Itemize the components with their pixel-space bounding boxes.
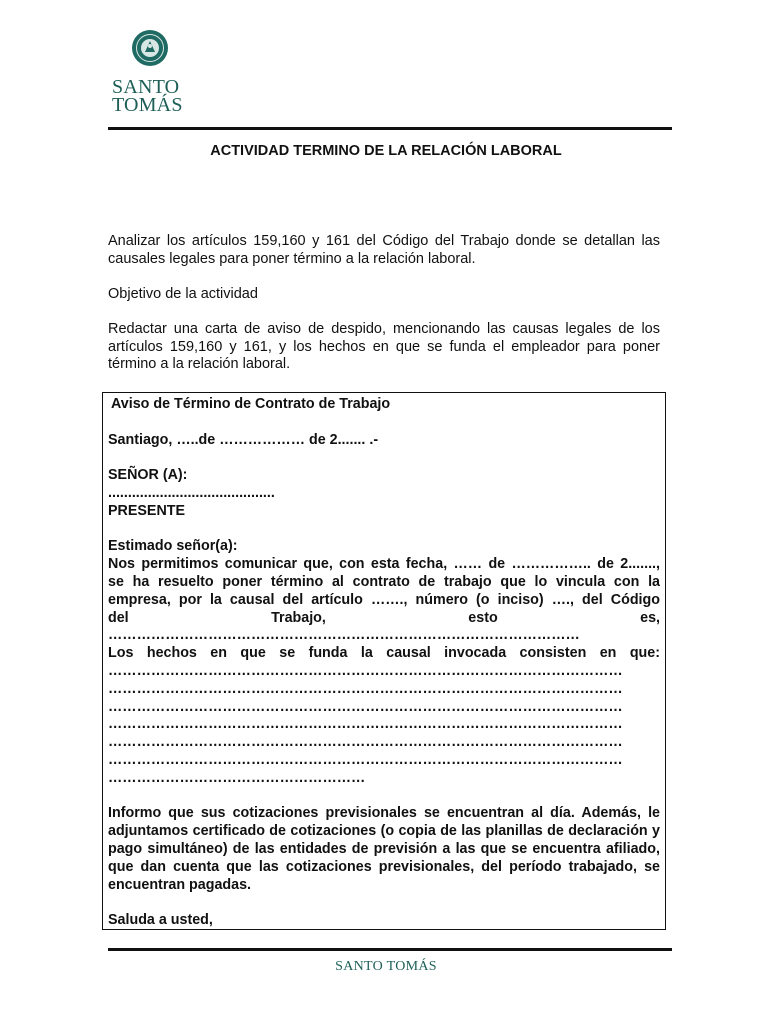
dots-line: ………………………………………………………………………………………………	[108, 680, 623, 697]
header-divider	[108, 127, 672, 130]
objective-heading: Objetivo de la actividad	[108, 286, 258, 302]
dots-line: ………………………………………………………………………………………………	[108, 716, 623, 733]
facts-line: Los hechos en que se funda la causal invocada consisten en que:	[108, 645, 660, 662]
body-line-5: ………………………………………………………………………………………	[108, 627, 580, 644]
dots-line: ………………………………………………………………………………………………	[108, 662, 623, 679]
logo-line-1: SANTO	[112, 76, 180, 98]
dots-line: ………………………………………………………………………………………………	[108, 698, 623, 715]
body-line-4: del Trabajo, esto es,	[108, 609, 660, 626]
recipient-label: SEÑOR (A):	[108, 467, 188, 484]
presente-label: PRESENTE	[108, 502, 186, 519]
place-date-line: Santiago, …..de ……………… de 2....... .-	[108, 431, 379, 448]
intro-paragraph: Analizar los artículos 159,160 y 161 del Código del Trabajo donde se detallan las causales legales para poner término a la relación laboral.	[108, 233, 660, 267]
dots-line: ………………………………………………………………………………………………	[108, 734, 623, 751]
footer-divider	[108, 948, 672, 951]
recipient-blank: ..........................................	[108, 484, 275, 501]
body-line-3: empresa, por la causal del artículo ……., número (o inciso) …., del Código	[108, 591, 660, 608]
footer-text: SANTO TOMÁS	[335, 959, 437, 974]
objective-paragraph: Redactar una carta de aviso de despido, mencionando las causas legales de los artículos 159,160 y 161, y los hechos en que se funda el empleador para poner término a la relación laboral.	[108, 321, 660, 372]
dots-line: ………………………………………………………………………………………………	[108, 751, 623, 768]
letter-heading: Aviso de Término de Contrato de Trabajo	[111, 396, 391, 412]
dots-line-short: ………………………………………………	[108, 769, 366, 786]
closing-paragraph: Informo que sus cotizaciones previsionales se encuentran al día. Además, le adjuntamos certificado de cotizaciones (o copia de las planillas de declaración y pago simultáneo) de las entidades de previsión a las que se encuentra afiliado, que dan cuenta que las cotizaciones previsionales, del período trabajado, se encuentran pagadas.	[108, 805, 660, 893]
document-title: ACTIVIDAD TERMINO DE LA RELACIÓN LABORAL	[210, 143, 562, 159]
salutation: Estimado señor(a):	[108, 538, 238, 555]
logo-line-2: TOMÁS	[112, 94, 183, 116]
letter-template-box	[102, 392, 666, 930]
logo-wordmark	[112, 78, 212, 114]
body-line-2: se ha resuelto poner término al contrato de trabajo que lo vincula con la	[108, 573, 660, 590]
signoff: Saluda a usted,	[108, 912, 213, 929]
seal-icon	[132, 30, 168, 66]
body-line-1: Nos permitimos comunicar que, con esta fecha, …… de …………….. de 2.......,	[108, 556, 660, 573]
